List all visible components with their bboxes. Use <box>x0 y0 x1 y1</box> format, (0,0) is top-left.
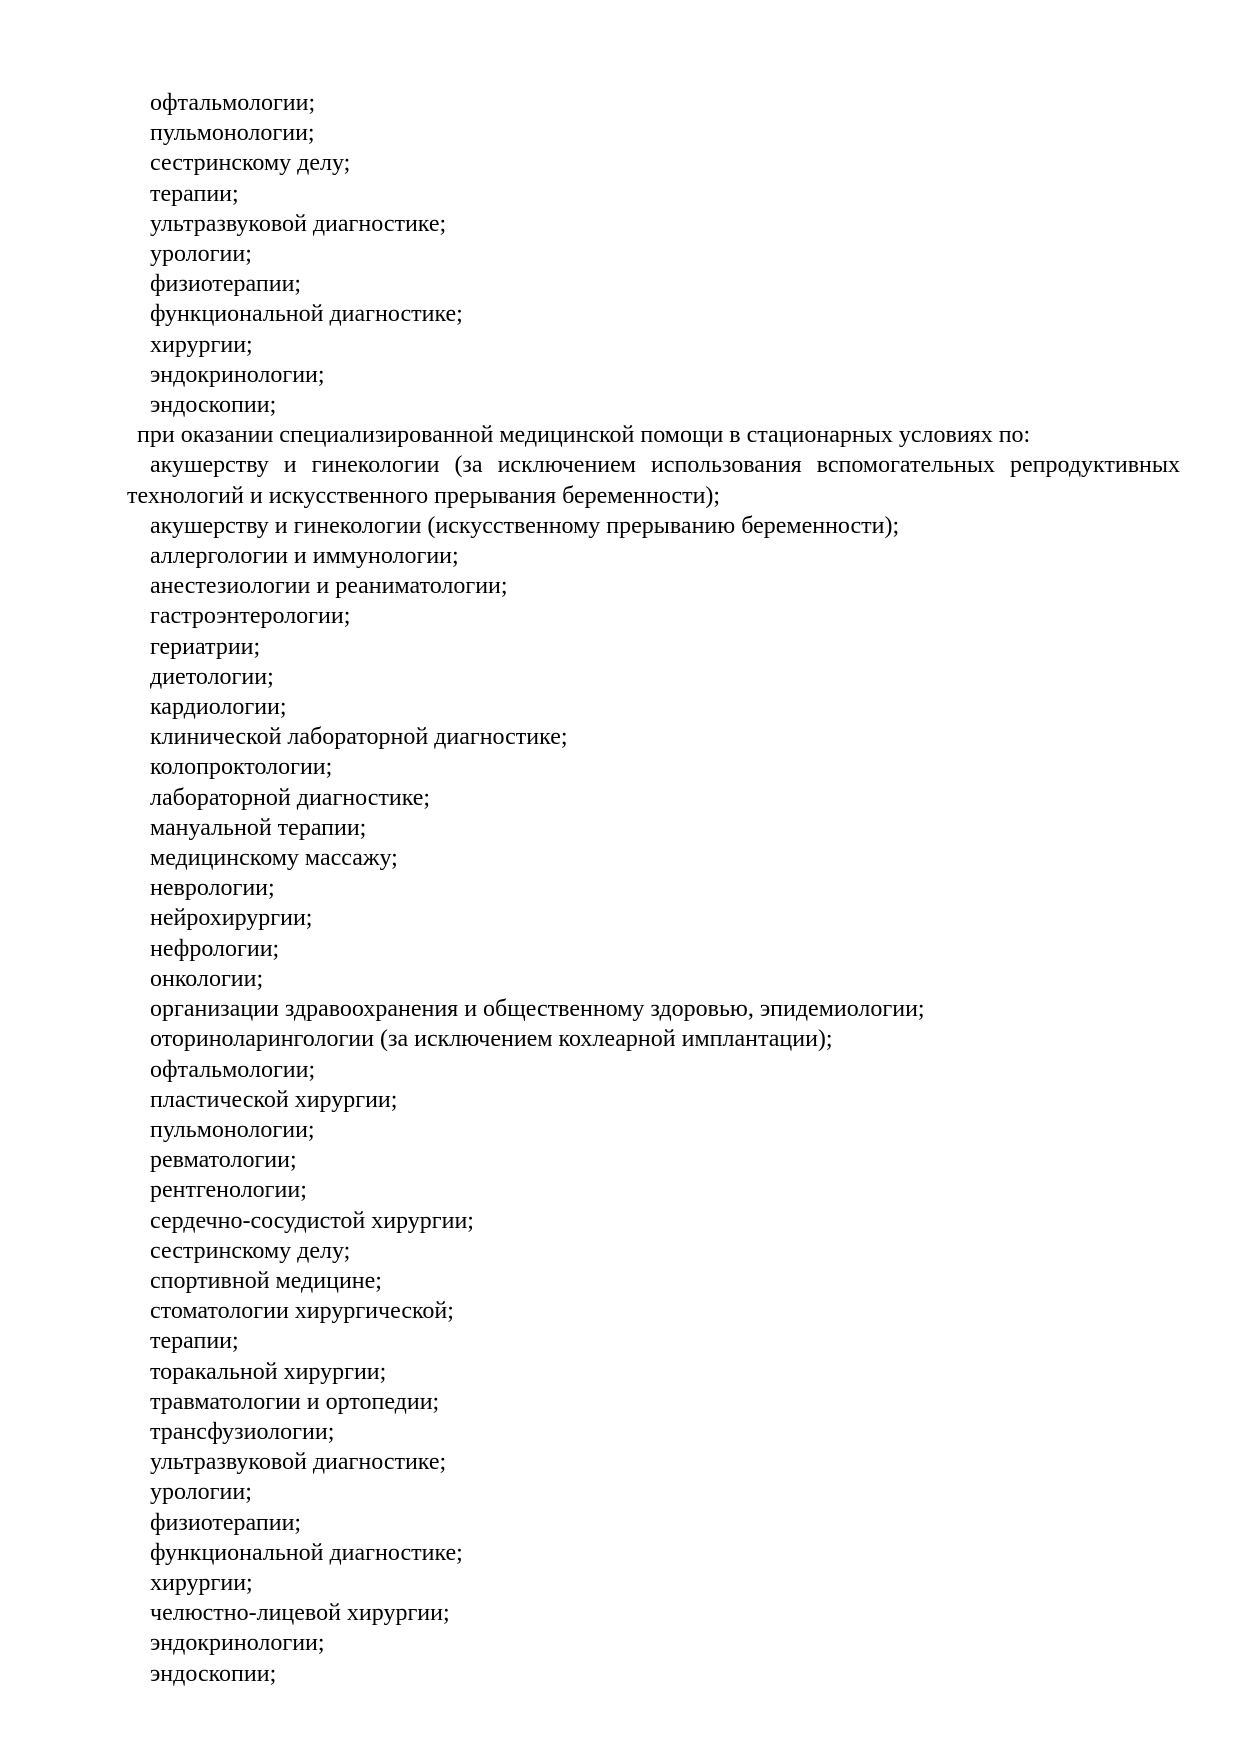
specialty-list-item: лабораторной диагностике; <box>150 784 431 811</box>
specialty-list-item: ультразвуковой диагностике; <box>150 1449 447 1476</box>
specialty-list-item: функциональной диагностике; <box>150 301 463 328</box>
specialty-list-item: эндоскопии; <box>150 1660 277 1687</box>
specialty-list-item: сестринскому делу; <box>150 1237 351 1264</box>
specialty-list-item: функциональной диагностике; <box>150 1539 463 1566</box>
specialty-list-item: хирургии; <box>150 1569 253 1596</box>
specialty-list-item: трансфузиологии; <box>150 1418 335 1445</box>
specialty-list-item: оториноларингологии (за исключением кохлеарной имплантации); <box>150 1026 833 1053</box>
specialty-list-item: организации здравоохранения и общественному здоровью, эпидемиологии; <box>150 996 925 1023</box>
specialty-list-item: урологии; <box>150 241 252 268</box>
specialty-list-item: мануальной терапии; <box>150 814 367 841</box>
specialty-list-stationary <box>127 450 1180 1688</box>
specialty-list-item: нефрологии; <box>150 935 280 962</box>
specialty-list-outpatient <box>127 88 1180 420</box>
specialty-list-item: ревматологии; <box>150 1147 297 1174</box>
specialty-list-item: акушерству и гинекологии (за исключением использования вспомогательных репродуктивных технологий и искусственного прерывания беременности); <box>127 452 1180 509</box>
specialty-list-item: аллергологии и иммунологии; <box>150 543 459 570</box>
specialty-list-item: эндоскопии; <box>150 392 277 419</box>
specialty-list-item: кардиологии; <box>150 694 287 721</box>
specialty-list-item: физиотерапии; <box>150 271 302 298</box>
specialty-list-item: сестринскому делу; <box>150 150 351 177</box>
specialty-list-item: физиотерапии; <box>150 1509 302 1536</box>
specialty-list-item: диетологии; <box>150 663 274 690</box>
specialty-list-item: сердечно-сосудистой хирургии; <box>150 1207 474 1234</box>
specialty-list-item: неврологии; <box>150 875 275 902</box>
specialty-list-item: челюстно-лицевой хирургии; <box>150 1600 450 1627</box>
specialty-list-item: эндокринологии; <box>150 1630 325 1657</box>
specialty-list-item: рентгенологии; <box>150 1177 307 1204</box>
specialty-list-item: гастроэнтерологии; <box>150 603 351 630</box>
specialty-list-item: эндокринологии; <box>150 361 325 388</box>
specialty-list-item: медицинскому массажу; <box>150 845 398 872</box>
specialty-list-item: урологии; <box>150 1479 252 1506</box>
stationary-care-heading: при оказании специализированной медицинской помощи в стационарных условиях по: <box>137 422 1031 449</box>
specialty-list-item: клинической лабораторной диагностике; <box>150 724 568 751</box>
document-text-block <box>127 88 1180 1689</box>
specialty-list-item: хирургии; <box>150 331 253 358</box>
specialty-list-item: анестезиологии и реаниматологии; <box>150 573 508 600</box>
specialty-list-item: пульмонологии; <box>150 1116 315 1143</box>
specialty-list-item: терапии; <box>150 1328 239 1355</box>
specialty-list-item: ультразвуковой диагностике; <box>150 210 447 237</box>
specialty-list-item: акушерству и гинекологии (искусственному прерыванию беременности); <box>150 512 900 539</box>
specialty-list-item: онкологии; <box>150 965 264 992</box>
specialty-list-item: гериатрии; <box>150 633 261 660</box>
specialty-list-item: торакальной хирургии; <box>150 1358 387 1385</box>
specialty-list-item: офтальмологии; <box>150 90 316 116</box>
specialty-list-item: колопроктологии; <box>150 754 333 781</box>
specialty-list-item: пульмонологии; <box>150 120 315 147</box>
specialty-list-item: спортивной медицине; <box>150 1267 382 1294</box>
specialty-list-item: стоматологии хирургической; <box>150 1298 454 1325</box>
specialty-list-item: офтальмологии; <box>150 1056 316 1083</box>
specialty-list-item: терапии; <box>150 180 239 207</box>
specialty-list-item: травматологии и ортопедии; <box>150 1388 440 1415</box>
specialty-list-item: нейрохирургии; <box>150 905 313 932</box>
specialty-list-item: пластической хирургии; <box>150 1086 398 1113</box>
